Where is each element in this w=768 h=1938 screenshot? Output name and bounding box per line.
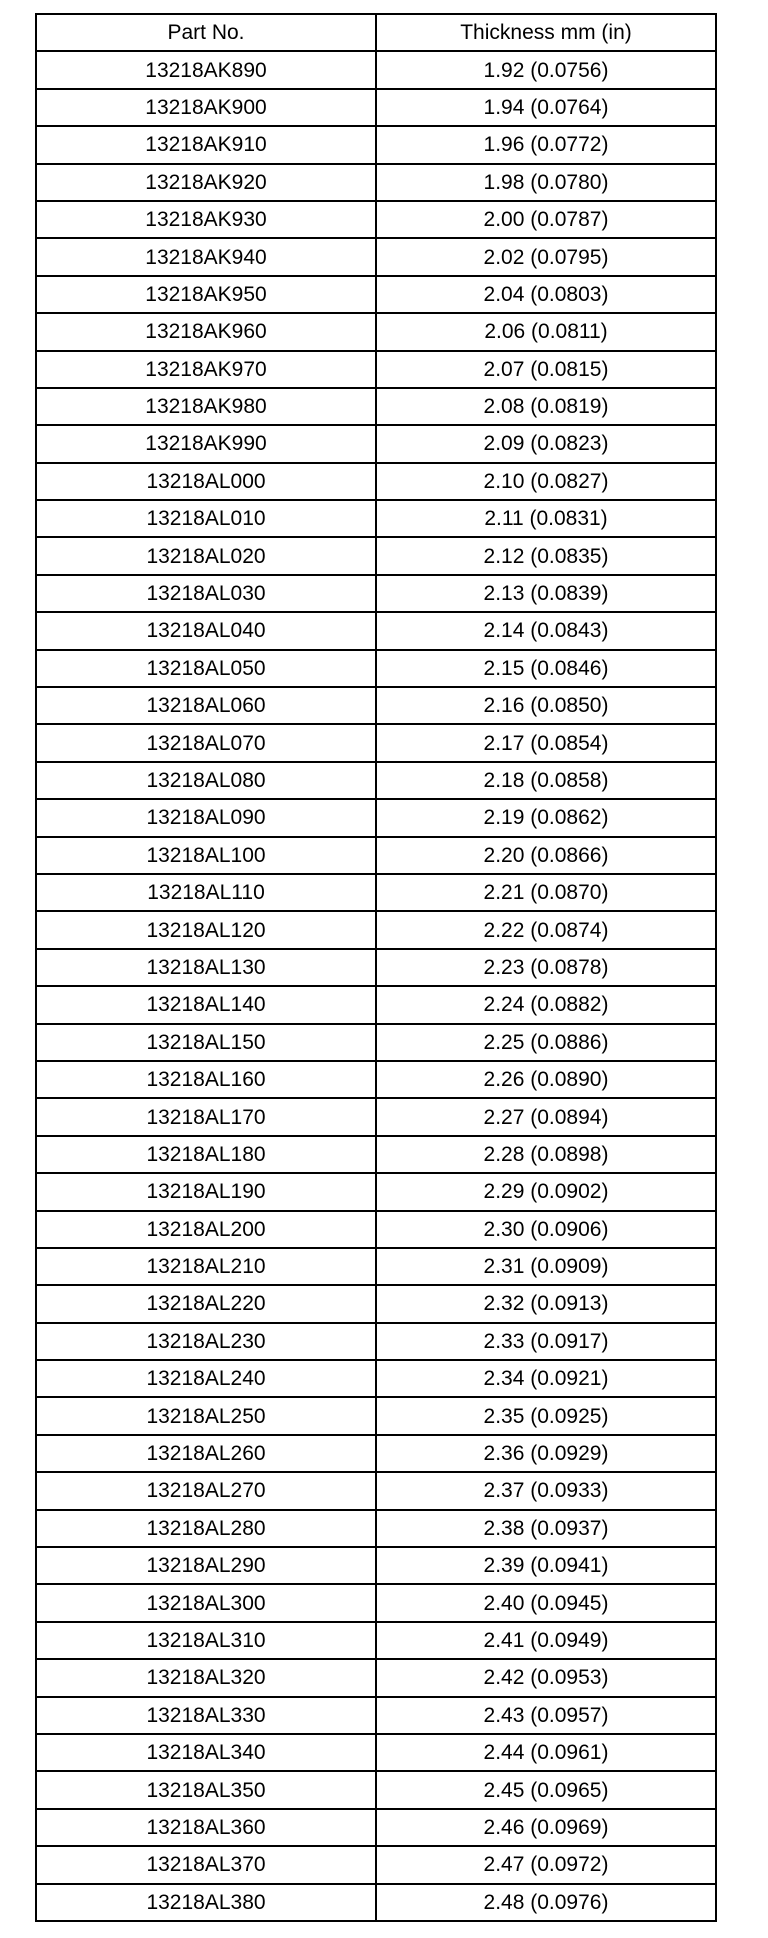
table-row [36, 1435, 716, 1472]
thickness-cell: 2.41 (0.0949) [376, 1622, 716, 1659]
table-row [36, 1136, 716, 1173]
table-row [36, 351, 716, 388]
thickness-cell: 2.24 (0.0882) [376, 986, 716, 1023]
thickness-cell: 2.43 (0.0957) [376, 1697, 716, 1734]
thickness-cell: 2.37 (0.0933) [376, 1472, 716, 1509]
thickness-cell: 2.08 (0.0819) [376, 388, 716, 425]
part-number-cell: 13218AK910 [36, 126, 376, 163]
table-row [36, 425, 716, 462]
part-number-cell: 13218AL000 [36, 463, 376, 500]
thickness-cell: 2.21 (0.0870) [376, 874, 716, 911]
table-row [36, 201, 716, 238]
part-number-cell: 13218AL170 [36, 1098, 376, 1135]
thickness-cell: 1.94 (0.0764) [376, 89, 716, 126]
thickness-cell: 2.27 (0.0894) [376, 1098, 716, 1135]
table-row [36, 313, 716, 350]
thickness-cell: 2.22 (0.0874) [376, 911, 716, 948]
thickness-cell: 2.07 (0.0815) [376, 351, 716, 388]
thickness-cell: 2.33 (0.0917) [376, 1323, 716, 1360]
part-number-cell: 13218AL120 [36, 911, 376, 948]
part-number-cell: 13218AL080 [36, 762, 376, 799]
part-number-cell: 13218AK920 [36, 164, 376, 201]
table-row [36, 687, 716, 724]
thickness-cell: 2.10 (0.0827) [376, 463, 716, 500]
table-row [36, 238, 716, 275]
thickness-cell: 1.92 (0.0756) [376, 51, 716, 88]
table-row [36, 1285, 716, 1322]
table-row [36, 650, 716, 687]
thickness-cell: 2.34 (0.0921) [376, 1360, 716, 1397]
part-number-cell: 13218AL040 [36, 612, 376, 649]
table-row [36, 949, 716, 986]
part-number-cell: 13218AL140 [36, 986, 376, 1023]
thickness-cell: 2.42 (0.0953) [376, 1659, 716, 1696]
part-number-cell: 13218AL070 [36, 724, 376, 761]
table-row [36, 612, 716, 649]
thickness-cell: 1.98 (0.0780) [376, 164, 716, 201]
table-row [36, 89, 716, 126]
part-number-cell: 13218AK960 [36, 313, 376, 350]
thickness-cell: 2.13 (0.0839) [376, 575, 716, 612]
thickness-cell: 2.39 (0.0941) [376, 1547, 716, 1584]
thickness-cell: 2.23 (0.0878) [376, 949, 716, 986]
thickness-cell: 2.31 (0.0909) [376, 1248, 716, 1285]
table-row [36, 1734, 716, 1771]
table-row [36, 51, 716, 88]
table-row [36, 1547, 716, 1584]
thickness-cell: 2.40 (0.0945) [376, 1584, 716, 1621]
table-row [36, 276, 716, 313]
part-number-cell: 13218AL100 [36, 837, 376, 874]
table-row [36, 762, 716, 799]
part-number-cell: 13218AL280 [36, 1510, 376, 1547]
part-number-cell: 13218AL190 [36, 1173, 376, 1210]
thickness-cell: 2.04 (0.0803) [376, 276, 716, 313]
thickness-cell: 2.28 (0.0898) [376, 1136, 716, 1173]
table-row [36, 1173, 716, 1210]
table-row [36, 1248, 716, 1285]
thickness-cell: 2.09 (0.0823) [376, 425, 716, 462]
table-row [36, 1024, 716, 1061]
thickness-cell: 2.32 (0.0913) [376, 1285, 716, 1322]
table-row [36, 1360, 716, 1397]
table-row [36, 911, 716, 948]
part-number-cell: 13218AL350 [36, 1771, 376, 1808]
table-row [36, 986, 716, 1023]
thickness-cell: 2.20 (0.0866) [376, 837, 716, 874]
thickness-cell: 2.25 (0.0886) [376, 1024, 716, 1061]
table-row [36, 1697, 716, 1734]
thickness-table-container [35, 13, 715, 1922]
part-number-cell: 13218AL380 [36, 1884, 376, 1921]
part-number-cell: 13218AK990 [36, 425, 376, 462]
part-number-cell: 13218AL370 [36, 1846, 376, 1883]
table-row [36, 1510, 716, 1547]
thickness-cell: 2.46 (0.0969) [376, 1809, 716, 1846]
thickness-cell: 2.18 (0.0858) [376, 762, 716, 799]
thickness-cell: 2.17 (0.0854) [376, 724, 716, 761]
table-row [36, 874, 716, 911]
part-number-cell: 13218AK950 [36, 276, 376, 313]
table-header-row [36, 14, 716, 51]
part-number-cell: 13218AK970 [36, 351, 376, 388]
thickness-cell: 2.15 (0.0846) [376, 650, 716, 687]
part-number-cell: 13218AL060 [36, 687, 376, 724]
part-number-cell: 13218AL240 [36, 1360, 376, 1397]
part-number-cell: 13218AK890 [36, 51, 376, 88]
table-row [36, 1884, 716, 1921]
thickness-cell: 2.26 (0.0890) [376, 1061, 716, 1098]
part-number-cell: 13218AL250 [36, 1397, 376, 1434]
table-row [36, 1098, 716, 1135]
thickness-cell: 2.45 (0.0965) [376, 1771, 716, 1808]
table-row [36, 837, 716, 874]
thickness-cell: 2.12 (0.0835) [376, 537, 716, 574]
table-row [36, 1809, 716, 1846]
thickness-cell: 2.19 (0.0862) [376, 799, 716, 836]
table-row [36, 1472, 716, 1509]
header-thickness: Thickness mm (in) [376, 14, 716, 51]
thickness-cell: 2.11 (0.0831) [376, 500, 716, 537]
part-number-cell: 13218AL010 [36, 500, 376, 537]
table-row [36, 1771, 716, 1808]
part-number-cell: 13218AL300 [36, 1584, 376, 1621]
thickness-cell: 2.30 (0.0906) [376, 1211, 716, 1248]
table-row [36, 463, 716, 500]
table-row [36, 1622, 716, 1659]
part-number-cell: 13218AL330 [36, 1697, 376, 1734]
part-number-cell: 13218AL150 [36, 1024, 376, 1061]
table-row [36, 575, 716, 612]
part-number-cell: 13218AL110 [36, 874, 376, 911]
thickness-cell: 2.14 (0.0843) [376, 612, 716, 649]
table-row [36, 1846, 716, 1883]
part-number-cell: 13218AL230 [36, 1323, 376, 1360]
thickness-cell: 2.38 (0.0937) [376, 1510, 716, 1547]
part-number-cell: 13218AL320 [36, 1659, 376, 1696]
part-number-cell: 13218AL160 [36, 1061, 376, 1098]
part-number-cell: 13218AL020 [36, 537, 376, 574]
part-number-cell: 13218AK900 [36, 89, 376, 126]
part-number-cell: 13218AL030 [36, 575, 376, 612]
part-number-cell: 13218AL310 [36, 1622, 376, 1659]
thickness-cell: 1.96 (0.0772) [376, 126, 716, 163]
part-number-cell: 13218AK940 [36, 238, 376, 275]
table-row [36, 537, 716, 574]
part-number-cell: 13218AL050 [36, 650, 376, 687]
table-row [36, 388, 716, 425]
part-number-cell: 13218AL220 [36, 1285, 376, 1322]
thickness-cell: 2.29 (0.0902) [376, 1173, 716, 1210]
table-row [36, 126, 716, 163]
thickness-cell: 2.00 (0.0787) [376, 201, 716, 238]
part-number-cell: 13218AL180 [36, 1136, 376, 1173]
part-number-cell: 13218AL270 [36, 1472, 376, 1509]
table-row [36, 1211, 716, 1248]
part-number-cell: 13218AK930 [36, 201, 376, 238]
thickness-cell: 2.47 (0.0972) [376, 1846, 716, 1883]
part-number-cell: 13218AL360 [36, 1809, 376, 1846]
table-body [36, 51, 716, 1921]
table-row [36, 1584, 716, 1621]
table-row [36, 164, 716, 201]
part-number-cell: 13218AL130 [36, 949, 376, 986]
part-number-cell: 13218AL090 [36, 799, 376, 836]
part-number-cell: 13218AK980 [36, 388, 376, 425]
thickness-cell: 2.16 (0.0850) [376, 687, 716, 724]
table-row [36, 1061, 716, 1098]
header-part-no: Part No. [36, 14, 376, 51]
thickness-cell: 2.02 (0.0795) [376, 238, 716, 275]
part-number-cell: 13218AL340 [36, 1734, 376, 1771]
thickness-cell: 2.44 (0.0961) [376, 1734, 716, 1771]
table-row [36, 1659, 716, 1696]
part-number-cell: 13218AL210 [36, 1248, 376, 1285]
part-number-cell: 13218AL200 [36, 1211, 376, 1248]
table-row [36, 1323, 716, 1360]
part-number-cell: 13218AL290 [36, 1547, 376, 1584]
table-row [36, 500, 716, 537]
table-row [36, 1397, 716, 1434]
table-row [36, 724, 716, 761]
thickness-cell: 2.36 (0.0929) [376, 1435, 716, 1472]
thickness-cell: 2.06 (0.0811) [376, 313, 716, 350]
thickness-cell: 2.35 (0.0925) [376, 1397, 716, 1434]
part-number-cell: 13218AL260 [36, 1435, 376, 1472]
table-row [36, 799, 716, 836]
thickness-cell: 2.48 (0.0976) [376, 1884, 716, 1921]
thickness-table [35, 13, 717, 1922]
